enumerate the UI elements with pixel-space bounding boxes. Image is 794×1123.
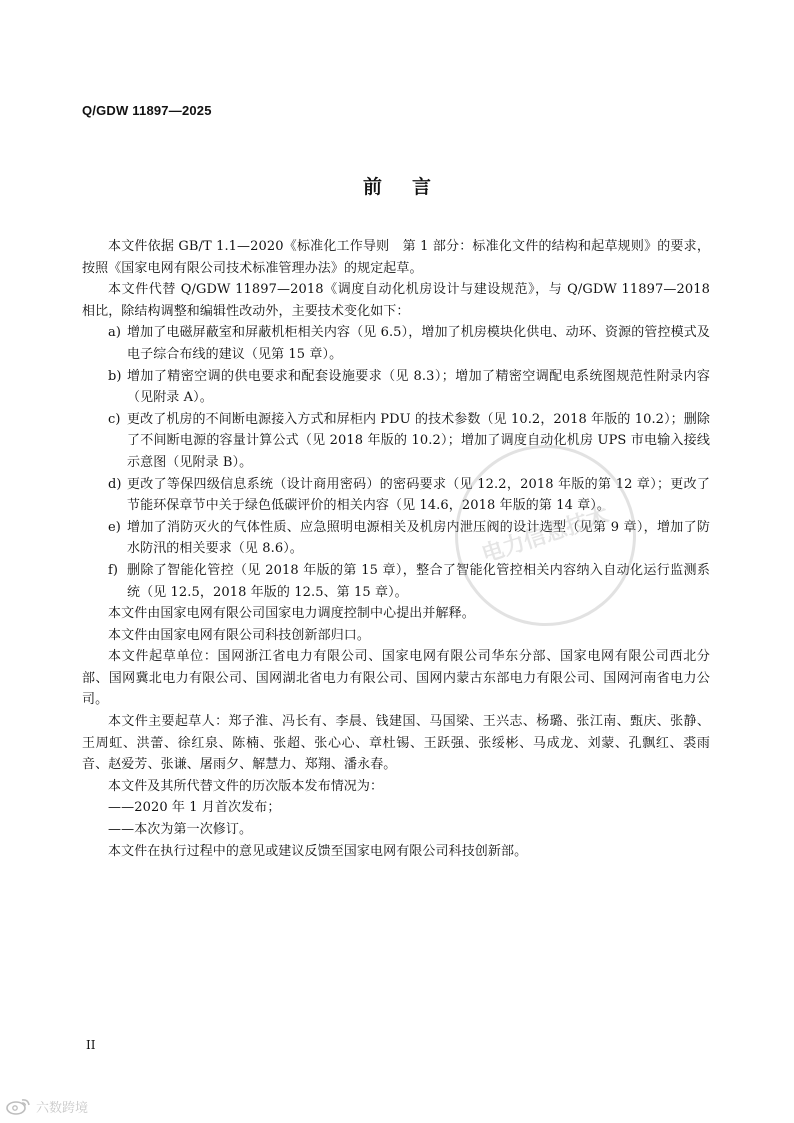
- stamp-text: 电力信息技术: [478, 503, 613, 568]
- list-item-text: 更改了机房的不间断电源接入方式和屏柜内 PDU 的技术参数（见 10.2，2018 年版的 10.2）；删除了不间断电源的容量计算公式（见 2018 年版的 10.2）；增加了调度自动化机房 UPS 市电输入接线示意图（见附录 B）。: [127, 411, 710, 470]
- history-item: ——2020 年 1 月首次发布；: [108, 800, 281, 816]
- list-item-text: 增加了精密空调的供电要求和配套设施要求（见 8.3）；增加了精密空调配电系统图规范性附录内容（见附录 A）。: [127, 368, 710, 406]
- page-title: 前言: [362, 176, 461, 198]
- list-item: [82, 322, 710, 365]
- standard-code: Q/GDW 11897—2025: [82, 103, 212, 118]
- watermark: [6, 1095, 88, 1117]
- watermark-text: 六数跨境: [36, 1100, 89, 1116]
- history-item: ——本次为第一次修订。: [108, 822, 253, 838]
- list-marker: c): [108, 411, 121, 427]
- paragraph: 本文件由国家电网有限公司科技创新部归口。: [108, 627, 371, 643]
- weibo-logo-icon: [6, 1097, 32, 1115]
- paragraph: 本文件及其所代替文件的历次版本发布情况为：: [108, 778, 384, 794]
- paragraph: 本文件依据 GB/T 1.1—2020《标准化工作导则 第 1 部分：标准化文件的结构和起草规则》的要求，按照《国家电网有限公司技术标准管理办法》的规定起草。: [82, 239, 710, 276]
- list-item-text: 增加了消防灭火的气体性质、应急照明电源相关及机房内泄压阀的设计选型（见第 9 章），增加了防水防汛的相关要求（见 8.6）。: [127, 519, 710, 557]
- paragraph: 本文件代替 Q/GDW 11897—2018《调度自动化机房设计与建设规范》，与 Q/GDW 11897—2018 相比，除结构调整和编辑性改动外，主要技术变化如下：: [82, 282, 710, 319]
- list-marker: d): [108, 476, 122, 492]
- list-item: [82, 409, 710, 474]
- list-item-text: 删除了智能化管控（见 2018 年版的第 15 章），整合了智能化管控相关内容纳入自动化运行监测系统（见 12.5，2018 年版的 12.5、第 15 章）。: [127, 562, 710, 600]
- page-number: II: [86, 1038, 96, 1052]
- list-marker: b): [108, 368, 122, 384]
- list-item: [82, 366, 710, 409]
- list-marker: e): [108, 519, 121, 535]
- list-item-text: 增加了电磁屏蔽室和屏蔽机柜相关内容（见 6.5），增加了机房模块化供电、动环、资源的管控模式及电子综合布线的建议（见第 15 章）。: [127, 325, 710, 362]
- paragraph: 本文件在执行过程中的意见或建议反馈至国家电网有限公司科技创新部。: [108, 843, 528, 859]
- paragraph: 本文件由国家电网有限公司国家电力调度控制中心提出并解释。: [108, 606, 475, 622]
- drafting-units: 本文件起草单位：国网浙江省电力有限公司、国家电网有限公司华东分部、国家电网有限公司西北分部、国网冀北电力有限公司、国网湖北省电力有限公司、国网内蒙古东部电力有限公司、国网河南省电力公司。: [82, 649, 710, 708]
- list-item-text: 更改了等保四级信息系统（设计商用密码）的密码要求（见 12.2，2018 年版的第 12 章）；更改了节能环保章节中关于绿色低碳评价的相关内容（见 14.6，2018 年版的第 14 章）。: [127, 476, 710, 514]
- list-marker: f): [108, 562, 119, 578]
- drafters: 本文件主要起草人：郑子淮、冯长有、李晨、钱建国、马国梁、王兴志、杨璐、张江南、甄庆、张静、王周虹、洪蕾、徐红泉、陈楠、张超、张心心、章杜锡、王跃强、张绥彬、马成龙、刘蒙、孔飘红、裘雨音、赵爱芳、张谦、屠雨夕、解慧力、郑翔、潘永春。: [82, 714, 710, 773]
- list-marker: a): [108, 325, 122, 341]
